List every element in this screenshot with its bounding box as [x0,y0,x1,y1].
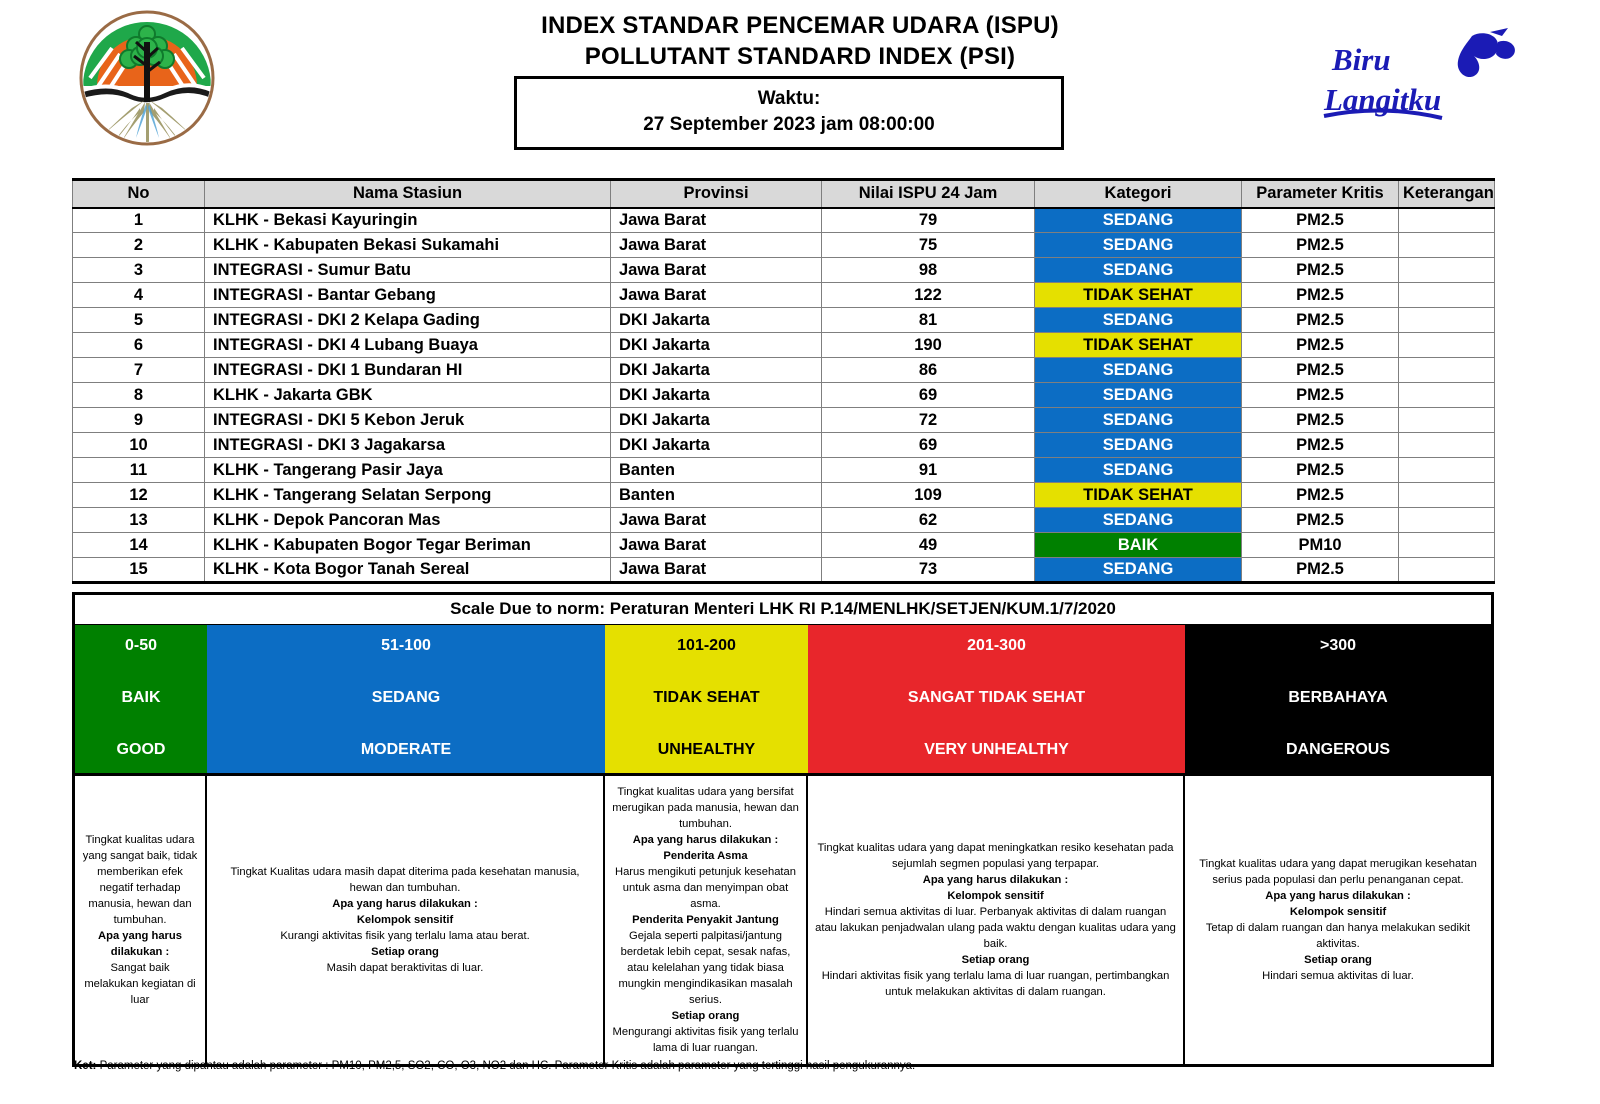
cell-note [1399,283,1495,308]
description-baik [75,776,207,1064]
desc-sangat-action-heading: Apa yang harus dilakukan : [922,874,1069,886]
cell-no: 12 [73,483,205,508]
cell-category: SEDANG [1035,508,1242,533]
cell-note [1399,433,1495,458]
ispu-table [72,178,1495,584]
timestamp-value: 27 September 2023 jam 08:00:00 [643,114,935,135]
desc-baik-body: Sangat baik melakukan kegiatan di luar [84,962,196,1006]
band-label-en-baik: GOOD [116,741,166,758]
cell-no: 15 [73,558,205,583]
desc-tidak-intro: Tingkat kualitas udara yang bersifat merugikan pada manusia, hewan dan tumbuhan. [612,786,799,830]
cell-province: DKI Jakarta [611,433,822,458]
table-row [73,258,1495,283]
cell-no: 1 [73,208,205,233]
cell-station: KLHK - Depok Pancoran Mas [205,508,611,533]
desc-bahaya-intro: Tingkat kualitas udara yang dapat merugikan kesehatan serius pada populasi dan perlu penanganan cepat. [1199,858,1477,886]
cell-no: 10 [73,433,205,458]
scale-band-sangat-tidak-sehat [808,625,1185,773]
column-header-province: Provinsi [611,180,822,208]
cell-station: KLHK - Kota Bogor Tanah Sereal [205,558,611,583]
band-label-en-sedang: MODERATE [360,741,452,758]
cell-parameter: PM2.5 [1242,433,1399,458]
cell-parameter: PM2.5 [1242,508,1399,533]
cell-station: KLHK - Jakarta GBK [205,383,611,408]
cell-province: Jawa Barat [611,558,822,583]
cell-province: DKI Jakarta [611,383,822,408]
cell-category: SEDANG [1035,358,1242,383]
cell-category: TIDAK SEHAT [1035,483,1242,508]
cell-province: Jawa Barat [611,533,822,558]
cell-province: Jawa Barat [611,283,822,308]
band-label-id-baik: BAIK [121,689,161,706]
table-row [73,458,1495,483]
cell-note [1399,558,1495,583]
desc-bahaya-action-heading: Apa yang harus dilakukan : [1265,890,1411,902]
cell-value: 109 [822,483,1035,508]
cell-station: INTEGRASI - Sumur Batu [205,258,611,283]
scale-band-berbahaya [1185,625,1491,773]
cell-station: INTEGRASI - Bantar Gebang [205,283,611,308]
desc-baik-action-heading: Apa yang harus dilakukan : [98,930,182,958]
cell-category: TIDAK SEHAT [1035,283,1242,308]
cell-value: 79 [822,208,1035,233]
cell-category: SEDANG [1035,458,1242,483]
desc-sedang-action-heading: Apa yang harus dilakukan : [332,898,478,910]
band-label-id-berbahaya: BERBAHAYA [1288,689,1388,706]
cell-category: SEDANG [1035,558,1242,583]
cell-province: Jawa Barat [611,233,822,258]
band-range-sedang: 51-100 [381,637,431,654]
table-row [73,358,1495,383]
cell-note [1399,508,1495,533]
scale-description-row [75,773,1491,1064]
band-label-id-sangat-tidak-sehat: SANGAT TIDAK SEHAT [907,689,1086,706]
cell-category: SEDANG [1035,208,1242,233]
title-line-english: POLLUTANT STANDARD INDEX (PSI) [584,43,1016,70]
ispu-table-container [72,178,1494,584]
cell-category: SEDANG [1035,258,1242,283]
scale-band-row [75,625,1491,773]
description-tidak-sehat [605,776,808,1064]
cell-no: 11 [73,458,205,483]
cell-station: INTEGRASI - DKI 2 Kelapa Gading [205,308,611,333]
desc-sedang-group2-body: Masih dapat beraktivitas di luar. [326,962,484,974]
footer-note-text: Parameter yang dipantau adalah parameter : PM10, PM2,5, SO2, CO, O3, NO2 dan HC. Parameter Kritis adalah parameter yang tertinggi hasil pengukurannya. [96,1060,916,1072]
column-header-note: Keterangan [1399,180,1495,208]
table-row [73,558,1495,583]
scale-band-sedang [207,625,605,773]
scale-legend-section [72,592,1494,1067]
cell-parameter: PM2.5 [1242,558,1399,583]
cell-station: KLHK - Tangerang Selatan Serpong [205,483,611,508]
cell-value: 190 [822,333,1035,358]
desc-sedang-intro: Tingkat Kualitas udara masih dapat diterima pada kesehatan manusia, hewan dan tumbuhan. [230,866,580,894]
table-row [73,508,1495,533]
cell-no: 6 [73,333,205,358]
cell-note [1399,358,1495,383]
band-label-en-berbahaya: DANGEROUS [1285,741,1390,758]
desc-tidak-group1-body: Harus mengikuti petunjuk kesehatan untuk asma dan menyimpan obat asma. [615,866,796,910]
band-range-tidak-sehat: 101-200 [677,637,736,654]
cell-note [1399,383,1495,408]
cell-note [1399,308,1495,333]
band-label-en-sangat-tidak-sehat: VERY UNHEALTHY [924,741,1069,758]
logo-text-langitku: Langitku [1324,82,1442,117]
cell-parameter: PM2.5 [1242,208,1399,233]
cell-category: SEDANG [1035,433,1242,458]
cell-station: KLHK - Kabupaten Bogor Tegar Beriman [205,533,611,558]
cell-note [1399,233,1495,258]
logo-text-biru: Biru [1332,42,1391,77]
band-range-sangat-tidak-sehat: 201-300 [967,637,1026,654]
cell-value: 49 [822,533,1035,558]
cell-no: 13 [73,508,205,533]
cell-no: 4 [73,283,205,308]
cell-no: 8 [73,383,205,408]
cell-note [1399,208,1495,233]
desc-bahaya-group1-body: Tetap di dalam ruangan dan hanya melakukan sedikit aktivitas. [1205,922,1471,950]
cell-no: 14 [73,533,205,558]
cell-category: TIDAK SEHAT [1035,333,1242,358]
cell-station: INTEGRASI - DKI 3 Jagakarsa [205,433,611,458]
birulangitku-logo-icon [1322,28,1522,133]
cell-parameter: PM2.5 [1242,408,1399,433]
column-header-station: Nama Stasiun [205,180,611,208]
band-label-id-sedang: SEDANG [371,689,441,706]
cell-note [1399,533,1495,558]
cell-station: INTEGRASI - DKI 5 Kebon Jeruk [205,408,611,433]
cell-note [1399,458,1495,483]
cell-station: KLHK - Tangerang Pasir Jaya [205,458,611,483]
cell-no: 2 [73,233,205,258]
desc-tidak-action-heading: Apa yang harus dilakukan : [632,834,779,846]
table-row [73,333,1495,358]
footer-note-prefix: Ket: [74,1060,97,1072]
desc-bahaya-group2-body: Hindari semua aktivitas di luar. [1262,970,1414,982]
description-berbahaya [1185,776,1491,1064]
scale-band-baik [75,625,207,773]
desc-sangat-group2-body: Hindari aktivitas fisik yang terlalu lama di luar ruangan, pertimbangkan untuk melakukan aktivitas di dalam ruangan. [821,970,1170,998]
desc-sangat-group1-heading: Kelompok sensitif [947,890,1044,902]
cell-value: 91 [822,458,1035,483]
column-header-parameter: Parameter Kritis [1242,180,1399,208]
description-sangat-tidak-sehat [808,776,1185,1064]
cell-station: INTEGRASI - DKI 4 Lubang Buaya [205,333,611,358]
cell-station: KLHK - Bekasi Kayuringin [205,208,611,233]
cell-province: Jawa Barat [611,208,822,233]
desc-sangat-group1-body: Hindari semua aktivitas di luar. Perbanyak aktivitas di dalam ruangan atau lakukan penjadwalan ulang pada waktu dengan kualitas udara yang baik. [815,906,1176,950]
cell-province: DKI Jakarta [611,408,822,433]
desc-tidak-group1-heading: Penderita Asma [663,850,748,862]
cell-parameter: PM2.5 [1242,258,1399,283]
table-header-row [73,180,1495,208]
cell-value: 73 [822,558,1035,583]
cell-value: 75 [822,233,1035,258]
table-row [73,408,1495,433]
cell-province: Banten [611,458,822,483]
band-label-id-tidak-sehat: TIDAK SEHAT [653,689,760,706]
cell-no: 7 [73,358,205,383]
cell-parameter: PM2.5 [1242,383,1399,408]
cell-parameter: PM2.5 [1242,233,1399,258]
band-range-berbahaya: >300 [1319,637,1357,654]
cell-value: 69 [822,383,1035,408]
cell-category: BAIK [1035,533,1242,558]
desc-tidak-group3-body: Mengurangi aktivitas fisik yang terlalu lama di luar ruangan. [612,1026,799,1054]
cell-station: KLHK - Kabupaten Bekasi Sukamahi [205,233,611,258]
page-header [0,0,1600,160]
cell-note [1399,483,1495,508]
band-range-baik: 0-50 [124,637,158,654]
cell-category: SEDANG [1035,233,1242,258]
cell-value: 81 [822,308,1035,333]
cell-parameter: PM2.5 [1242,308,1399,333]
cell-category: SEDANG [1035,408,1242,433]
cell-parameter: PM2.5 [1242,333,1399,358]
table-row [73,483,1495,508]
desc-sedang-group1-heading: Kelompok sensitif [356,914,454,926]
cell-no: 5 [73,308,205,333]
timestamp-label: Waktu: [757,88,821,109]
cell-parameter: PM10 [1242,533,1399,558]
cell-no: 9 [73,408,205,433]
cell-province: DKI Jakarta [611,333,822,358]
timestamp-box [514,76,1064,150]
cell-no: 3 [73,258,205,283]
cell-note [1399,258,1495,283]
desc-sangat-group2-heading: Setiap orang [961,954,1030,966]
cell-province: DKI Jakarta [611,308,822,333]
column-header-no: No [73,180,205,208]
title-line-indonesian: INDEX STANDAR PENCEMAR UDARA (ISPU) [541,12,1059,39]
cell-value: 98 [822,258,1035,283]
cell-note [1399,333,1495,358]
cell-value: 72 [822,408,1035,433]
description-sedang [207,776,605,1064]
cell-value: 69 [822,433,1035,458]
scale-title: Scale Due to norm: Peraturan Menteri LHK RI P.14/MENLHK/SETJEN/KUM.1/7/2020 [75,595,1491,625]
column-header-value: Nilai ISPU 24 Jam [822,180,1035,208]
cell-province: DKI Jakarta [611,358,822,383]
cell-province: Jawa Barat [611,508,822,533]
footer-note [74,1058,915,1074]
cell-station: INTEGRASI - DKI 1 Bundaran HI [205,358,611,383]
cell-note [1399,408,1495,433]
column-header-category: Kategori [1035,180,1242,208]
cell-parameter: PM2.5 [1242,358,1399,383]
cell-value: 62 [822,508,1035,533]
band-label-en-tidak-sehat: UNHEALTHY [657,741,756,758]
desc-tidak-group2-body: Gejala seperti palpitasi/jantung berdetak lebih cepat, sesak nafas, atau kelelahan yang tidak biasa mungkin mengindikasikan masalah serius. [618,930,793,1006]
cell-value: 86 [822,358,1035,383]
cell-parameter: PM2.5 [1242,483,1399,508]
cell-province: Jawa Barat [611,258,822,283]
table-row [73,233,1495,258]
cell-parameter: PM2.5 [1242,283,1399,308]
table-row [73,533,1495,558]
table-row [73,208,1495,233]
desc-bahaya-group2-heading: Setiap orang [1304,954,1372,966]
cell-category: SEDANG [1035,383,1242,408]
desc-sedang-group2-heading: Setiap orang [371,946,439,958]
desc-tidak-group3-heading: Setiap orang [671,1010,740,1022]
cell-province: Banten [611,483,822,508]
table-row [73,383,1495,408]
cell-value: 122 [822,283,1035,308]
desc-tidak-group2-heading: Penderita Penyakit Jantung [632,914,779,926]
table-row [73,308,1495,333]
desc-baik-intro: Tingkat kualitas udara yang sangat baik, tidak memberikan efek negatif terhadap manusia, hewan dan tumbuhan. [82,834,198,926]
desc-bahaya-group1-heading: Kelompok sensitif [1289,906,1387,918]
table-row [73,283,1495,308]
desc-sedang-group1-body: Kurangi aktivitas fisik yang terlalu lama atau berat. [280,930,530,942]
cell-category: SEDANG [1035,308,1242,333]
scale-band-tidak-sehat [605,625,808,773]
desc-sangat-intro: Tingkat kualitas udara yang dapat meningkatkan resiko kesehatan pada sejumlah segmen populasi yang terpapar. [817,842,1174,870]
cell-parameter: PM2.5 [1242,458,1399,483]
table-row [73,433,1495,458]
